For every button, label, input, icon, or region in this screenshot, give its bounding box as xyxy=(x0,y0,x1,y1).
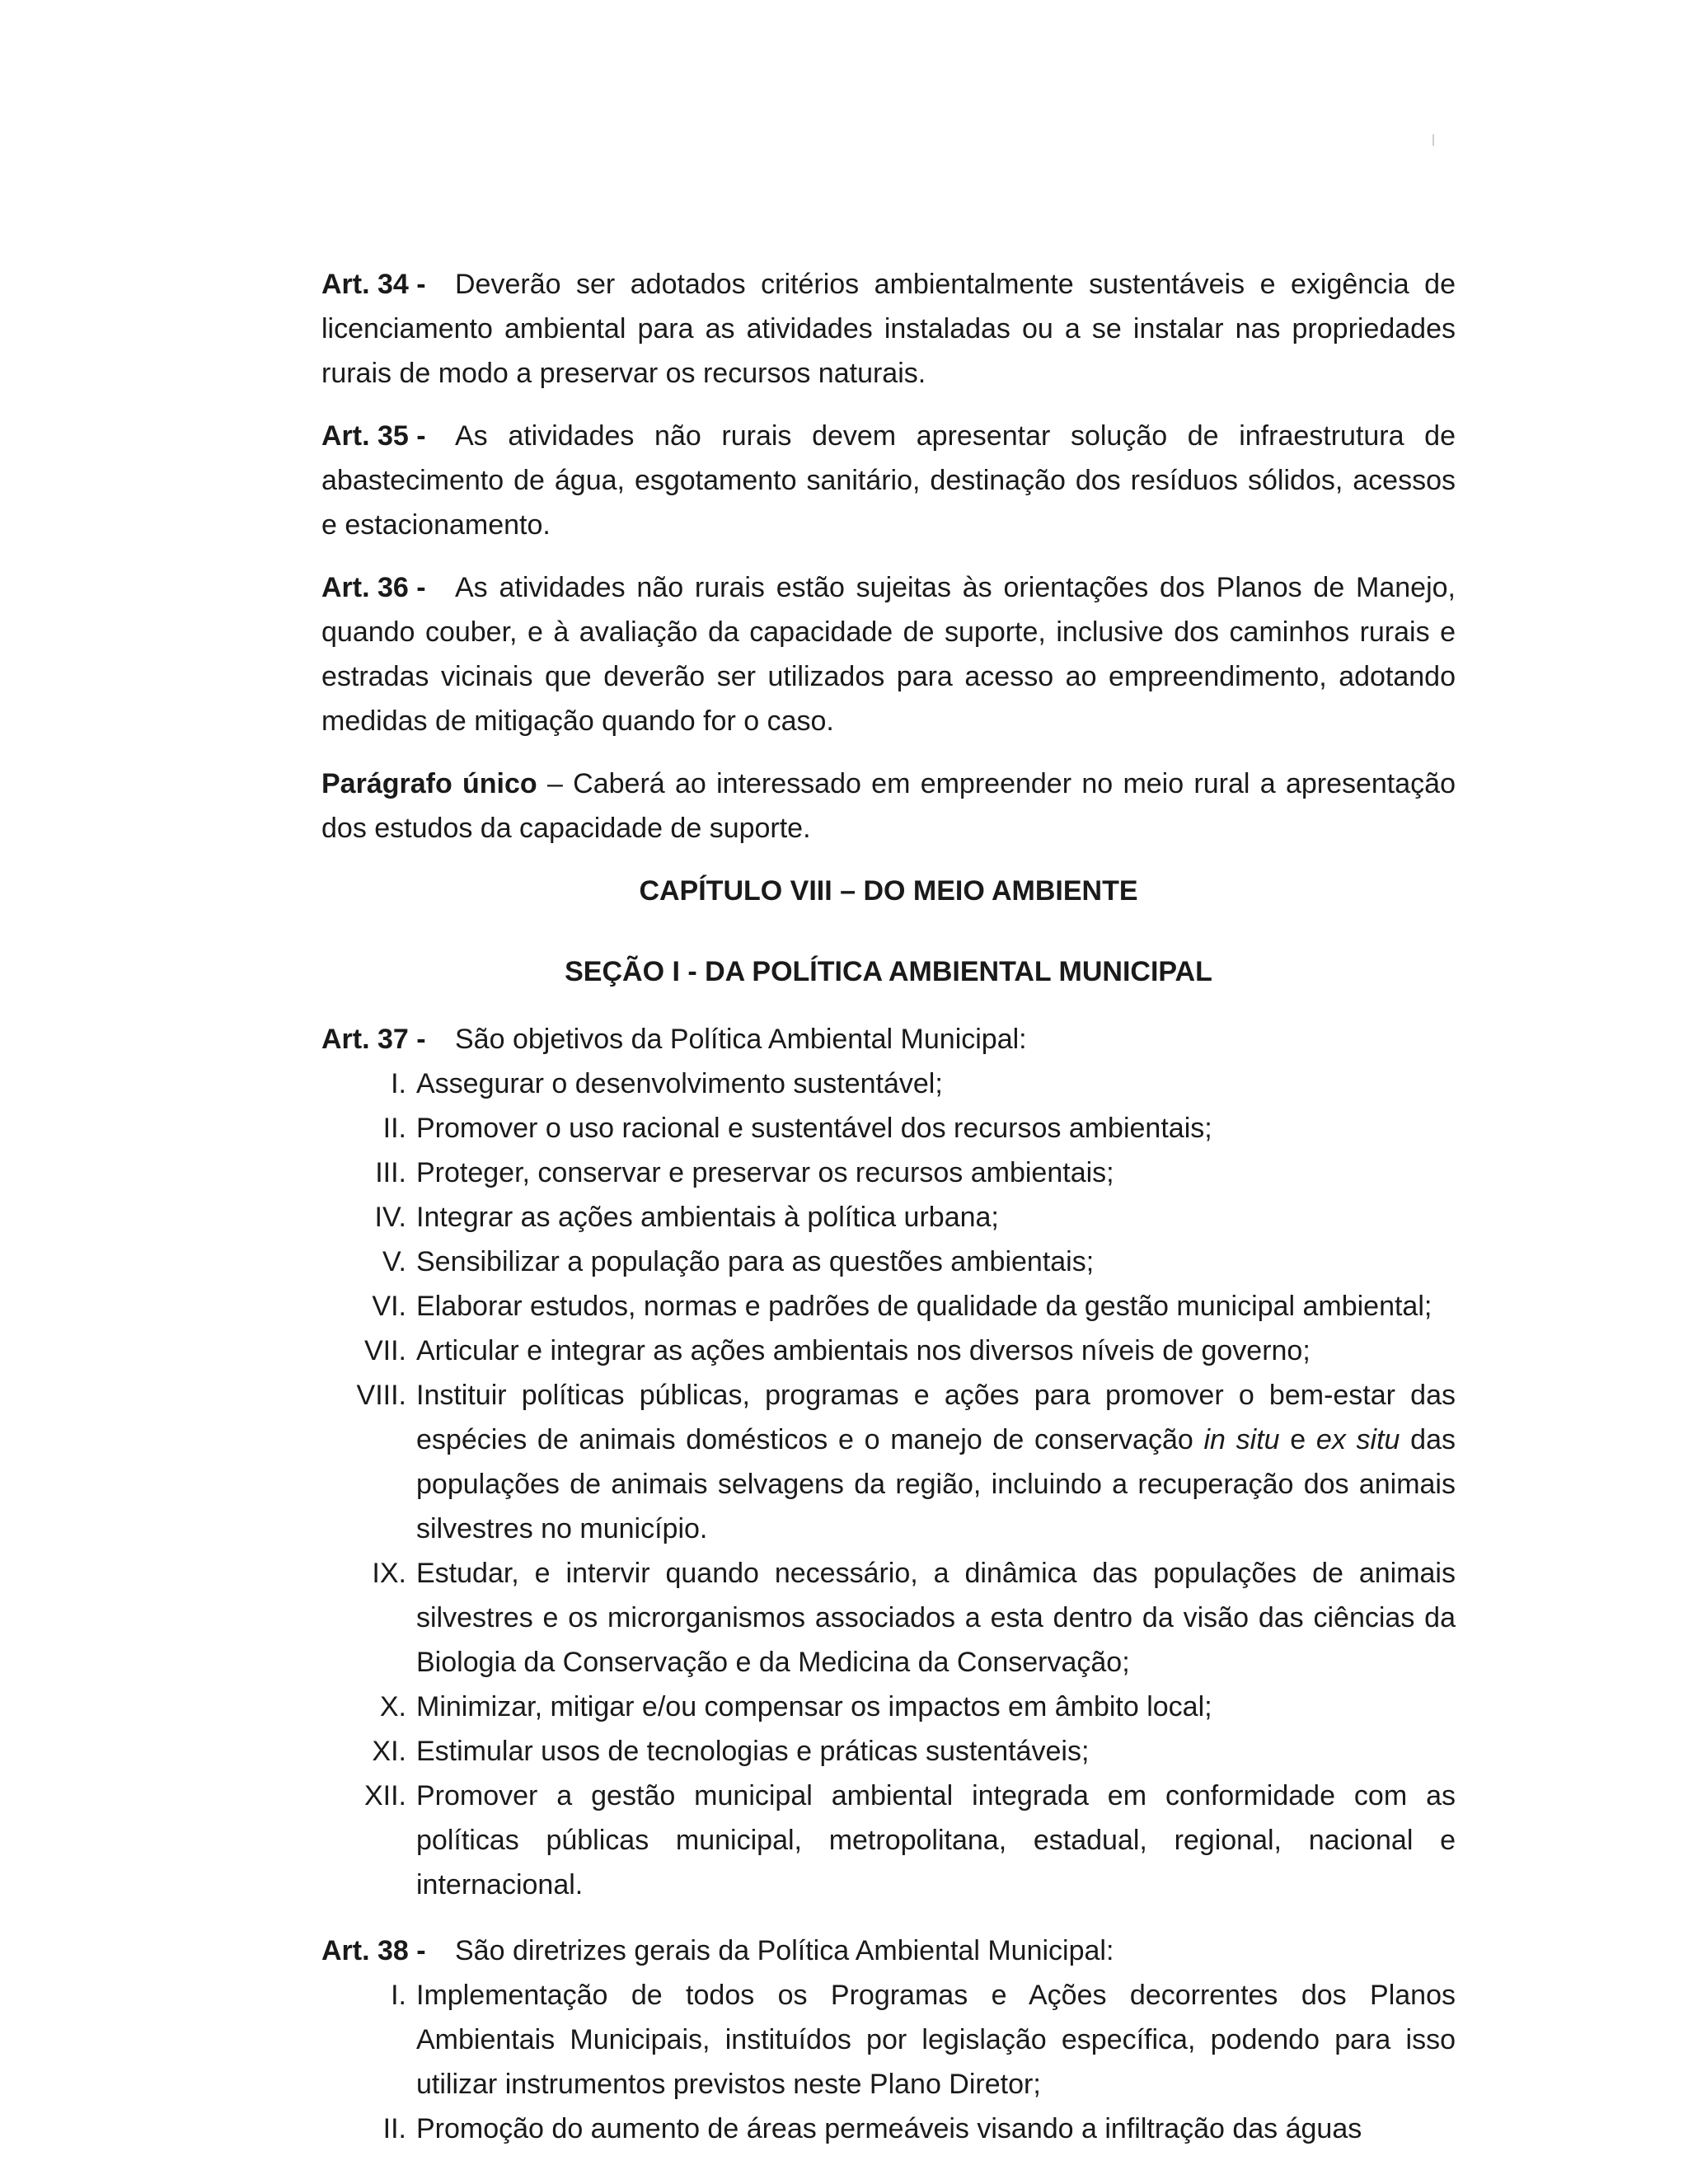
list-item xyxy=(321,2107,1456,2151)
list-item xyxy=(321,1373,1456,1551)
list-item-text: Implementação de todos os Programas e Ações decorrentes dos Planos Ambientais Municipais, instituídos por legislação específica, podendo para isso utilizar instrumentos previstos neste Plano Diretor; xyxy=(416,1980,1456,2100)
roman-numeral: XI. xyxy=(372,1736,406,1767)
paragrafo-unico xyxy=(321,762,1456,851)
article-35 xyxy=(321,414,1456,547)
list-item-text: Integrar as ações ambientais à política urbana; xyxy=(416,1202,999,1233)
roman-numeral: III. xyxy=(375,1157,406,1188)
article-text: Deverão ser adotados critérios ambientalmente sustentáveis e exigência de licenciamento ambiental para as atividades instaladas ou a se instalar nas propriedades rurais de modo a preservar os recursos naturais. xyxy=(321,269,1456,389)
list-item-numeral xyxy=(321,1195,416,1240)
list-item xyxy=(321,1062,1456,1106)
list-item-text: Promoção do aumento de áreas permeáveis visando a infiltração das águas xyxy=(416,2113,1362,2144)
list-item xyxy=(321,1151,1456,1195)
list-item-text: Sensibilizar a população para as questões ambientais; xyxy=(416,1246,1095,1277)
scan-artifact xyxy=(1432,134,1434,146)
paragrafo-unico-label: Parágrafo único xyxy=(321,768,537,799)
article-36 xyxy=(321,565,1456,743)
list-item-numeral xyxy=(321,1551,416,1596)
list-item-numeral xyxy=(321,2107,416,2151)
document-page xyxy=(321,262,1456,2172)
list-item-text: Estimular usos de tecnologias e práticas sustentáveis; xyxy=(416,1736,1090,1767)
list-item xyxy=(321,1284,1456,1329)
list-item-numeral xyxy=(321,1774,416,1818)
article-label: Art. 37 - xyxy=(321,1024,426,1055)
article-37 xyxy=(321,1017,1456,1062)
section-heading: SEÇÃO I - DA POLÍTICA AMBIENTAL MUNICIPAL xyxy=(565,956,1212,987)
list-item-numeral xyxy=(321,1685,416,1729)
list-item-text: Instituir políticas públicas, programas e ações para promover o bem-estar das espécies de animais domésticos e o manejo de conservação in situ e ex situ das populações de animais selvagens da região, incluindo a recuperação dos animais silvestres no município. xyxy=(416,1380,1456,1544)
list-item xyxy=(321,1729,1456,1774)
article-label: Art. 35 - xyxy=(321,420,426,452)
list-item-numeral xyxy=(321,1151,416,1195)
roman-numeral: VI. xyxy=(372,1291,406,1322)
article-text: As atividades não rurais devem apresentar solução de infraestrutura de abastecimento de água, esgotamento sanitário, destinação dos resíduos sólidos, acessos e estacionamento. xyxy=(321,420,1456,541)
list-item-numeral xyxy=(321,1973,416,2018)
list-item-numeral xyxy=(321,1240,416,1284)
roman-numeral: II. xyxy=(382,1113,406,1144)
list-item xyxy=(321,1106,1456,1151)
article-text: São diretrizes gerais da Política Ambiental Municipal: xyxy=(455,1935,1114,1966)
list-item-numeral xyxy=(321,1729,416,1774)
article-label: Art. 36 - xyxy=(321,572,426,603)
article-text: São objetivos da Política Ambiental Municipal: xyxy=(455,1024,1027,1055)
list-item-text: Promover a gestão municipal ambiental integrada em conformidade com as políticas públicas municipal, metropolitana, estadual, regional, nacional e internacional. xyxy=(416,1780,1456,1900)
list-item xyxy=(321,1240,1456,1284)
article-label: Art. 38 - xyxy=(321,1935,426,1966)
list-item-text: Promover o uso racional e sustentável dos recursos ambientais; xyxy=(416,1113,1212,1144)
article-38 xyxy=(321,1929,1456,1973)
roman-numeral: VIII. xyxy=(356,1380,406,1411)
list-item-numeral xyxy=(321,1329,416,1373)
list-item-text: Estudar, e intervir quando necessário, a dinâmica das populações de animais silvestres e os microrganismos associados a esta dentro da visão das ciências da Biologia da Conservação e da Medicina da Conservação; xyxy=(416,1558,1456,1678)
list-item xyxy=(321,1774,1456,1907)
list-item xyxy=(321,1551,1456,1685)
article-label: Art. 34 - xyxy=(321,269,426,300)
paragrafo-unico-text: – Caberá ao interessado em empreender no meio rural a apresentação dos estudos da capacidade de suporte. xyxy=(321,768,1456,844)
roman-numeral: IX. xyxy=(372,1558,406,1589)
list-item-text: Minimizar, mitigar e/ou compensar os impactos em âmbito local; xyxy=(416,1691,1212,1722)
list-item xyxy=(321,1973,1456,2107)
list-item-text: Assegurar o desenvolvimento sustentável; xyxy=(416,1068,943,1099)
list-item-numeral xyxy=(321,1062,416,1106)
roman-numeral: V. xyxy=(382,1246,406,1277)
list-item-numeral xyxy=(321,1284,416,1329)
list-item-numeral xyxy=(321,1106,416,1151)
list-item-numeral xyxy=(321,1373,416,1418)
list-item xyxy=(321,1195,1456,1240)
roman-numeral: VII. xyxy=(363,1335,406,1366)
roman-numeral: I. xyxy=(391,1068,406,1099)
list-item-text: Elaborar estudos, normas e padrões de qualidade da gestão municipal ambiental; xyxy=(416,1291,1432,1322)
list-item-text: Proteger, conservar e preservar os recursos ambientais; xyxy=(416,1157,1114,1188)
roman-numeral: II. xyxy=(382,2113,406,2144)
chapter-heading: CAPÍTULO VIII – DO MEIO AMBIENTE xyxy=(639,875,1138,907)
list-item xyxy=(321,1685,1456,1729)
article-38-list xyxy=(321,1973,1456,2151)
article-37-list xyxy=(321,1062,1456,1907)
list-item xyxy=(321,1329,1456,1373)
article-34 xyxy=(321,262,1456,396)
article-text: As atividades não rurais estão sujeitas às orientações dos Planos de Manejo, quando couber, e à avaliação da capacidade de suporte, inclusive dos caminhos rurais e estradas vicinais que deverão ser utilizados para acesso ao empreendimento, adotando medidas de mitigação quando for o caso. xyxy=(321,572,1456,737)
roman-numeral: IV. xyxy=(374,1202,406,1233)
roman-numeral: X. xyxy=(379,1691,406,1722)
list-item-text: Articular e integrar as ações ambientais nos diversos níveis de governo; xyxy=(416,1335,1311,1366)
roman-numeral: I. xyxy=(391,1980,406,2011)
roman-numeral: XII. xyxy=(363,1780,406,1811)
